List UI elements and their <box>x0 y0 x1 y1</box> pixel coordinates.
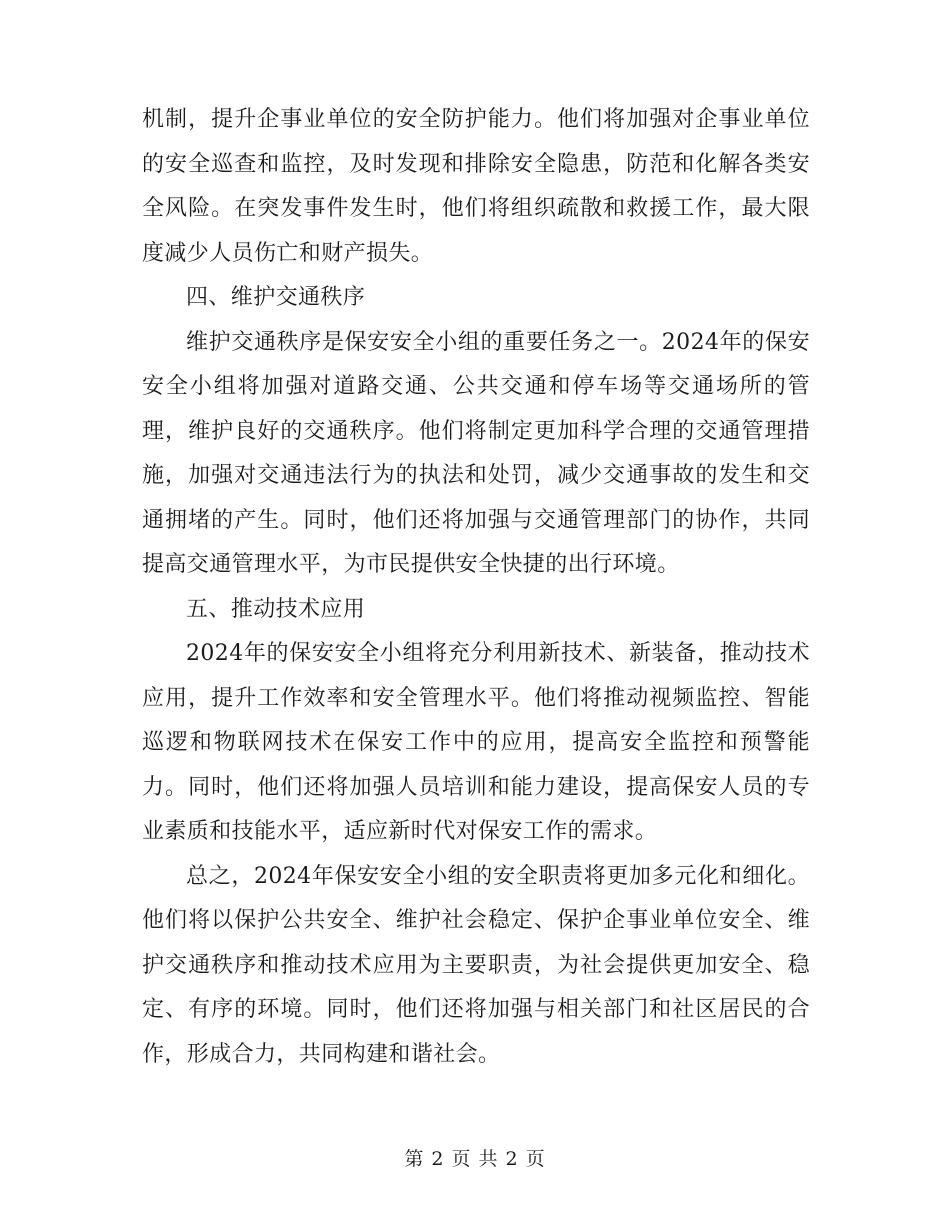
document-body <box>142 98 810 1077</box>
paragraph-continuation: 机制，提升企事业单位的安全防护能力。他们将加强对企事业单位的安全巡查和监控，及时发现和排除安全隐患，防范和化解各类安全风险。在突发事件发生时，他们将组织疏散和救援工作，最大限度减少人员伤亡和财产损失。 <box>142 107 810 266</box>
section-heading-5: 五、推动技术应用 <box>186 596 366 622</box>
page-number-footer: 第 2 页 共 2 页 <box>404 1148 546 1170</box>
section-heading-4: 四、维护交通秩序 <box>186 285 366 310</box>
paragraph-technology: 2024年的保安安全小组将充分利用新技术、新装备，推动技术应用，提升工作效率和安全管理水平。他们将推动视频监控、智能巡逻和物联网技术在保安工作中的应用，提高安全监控和预警能力。同时，他们还将加强人员培训和能力建设，提高保安人员的专业素质和技能水平，适应新时代对保安工作的需求。 <box>142 641 810 844</box>
paragraph-conclusion: 总之，2024年保安安全小组的安全职责将更加多元化和细化。他们将以保护公共安全、维护社会稳定、保护企事业单位安全、维护交通秩序和推动技术应用为主要职责，为社会提供更加安全、稳定、有序的环境。同时，他们还将加强与相关部门和社区居民的合作，形成合力，共同构建和谐社会。 <box>142 863 810 1067</box>
paragraph-traffic-order: 维护交通秩序是保安安全小组的重要任务之一。2024年的保安安全小组将加强对道路交通、公共交通和停车场等交通场所的管理，维护良好的交通秩序。他们将制定更加科学合理的交通管理措施，加强对交通违法行为的执法和处罚，减少交通事故的发生和交通拥堵的产生。同时，他们还将加强与交通管理部门的协作，共同提高交通管理水平，为市民提供安全快捷的出行环境。 <box>142 329 810 577</box>
